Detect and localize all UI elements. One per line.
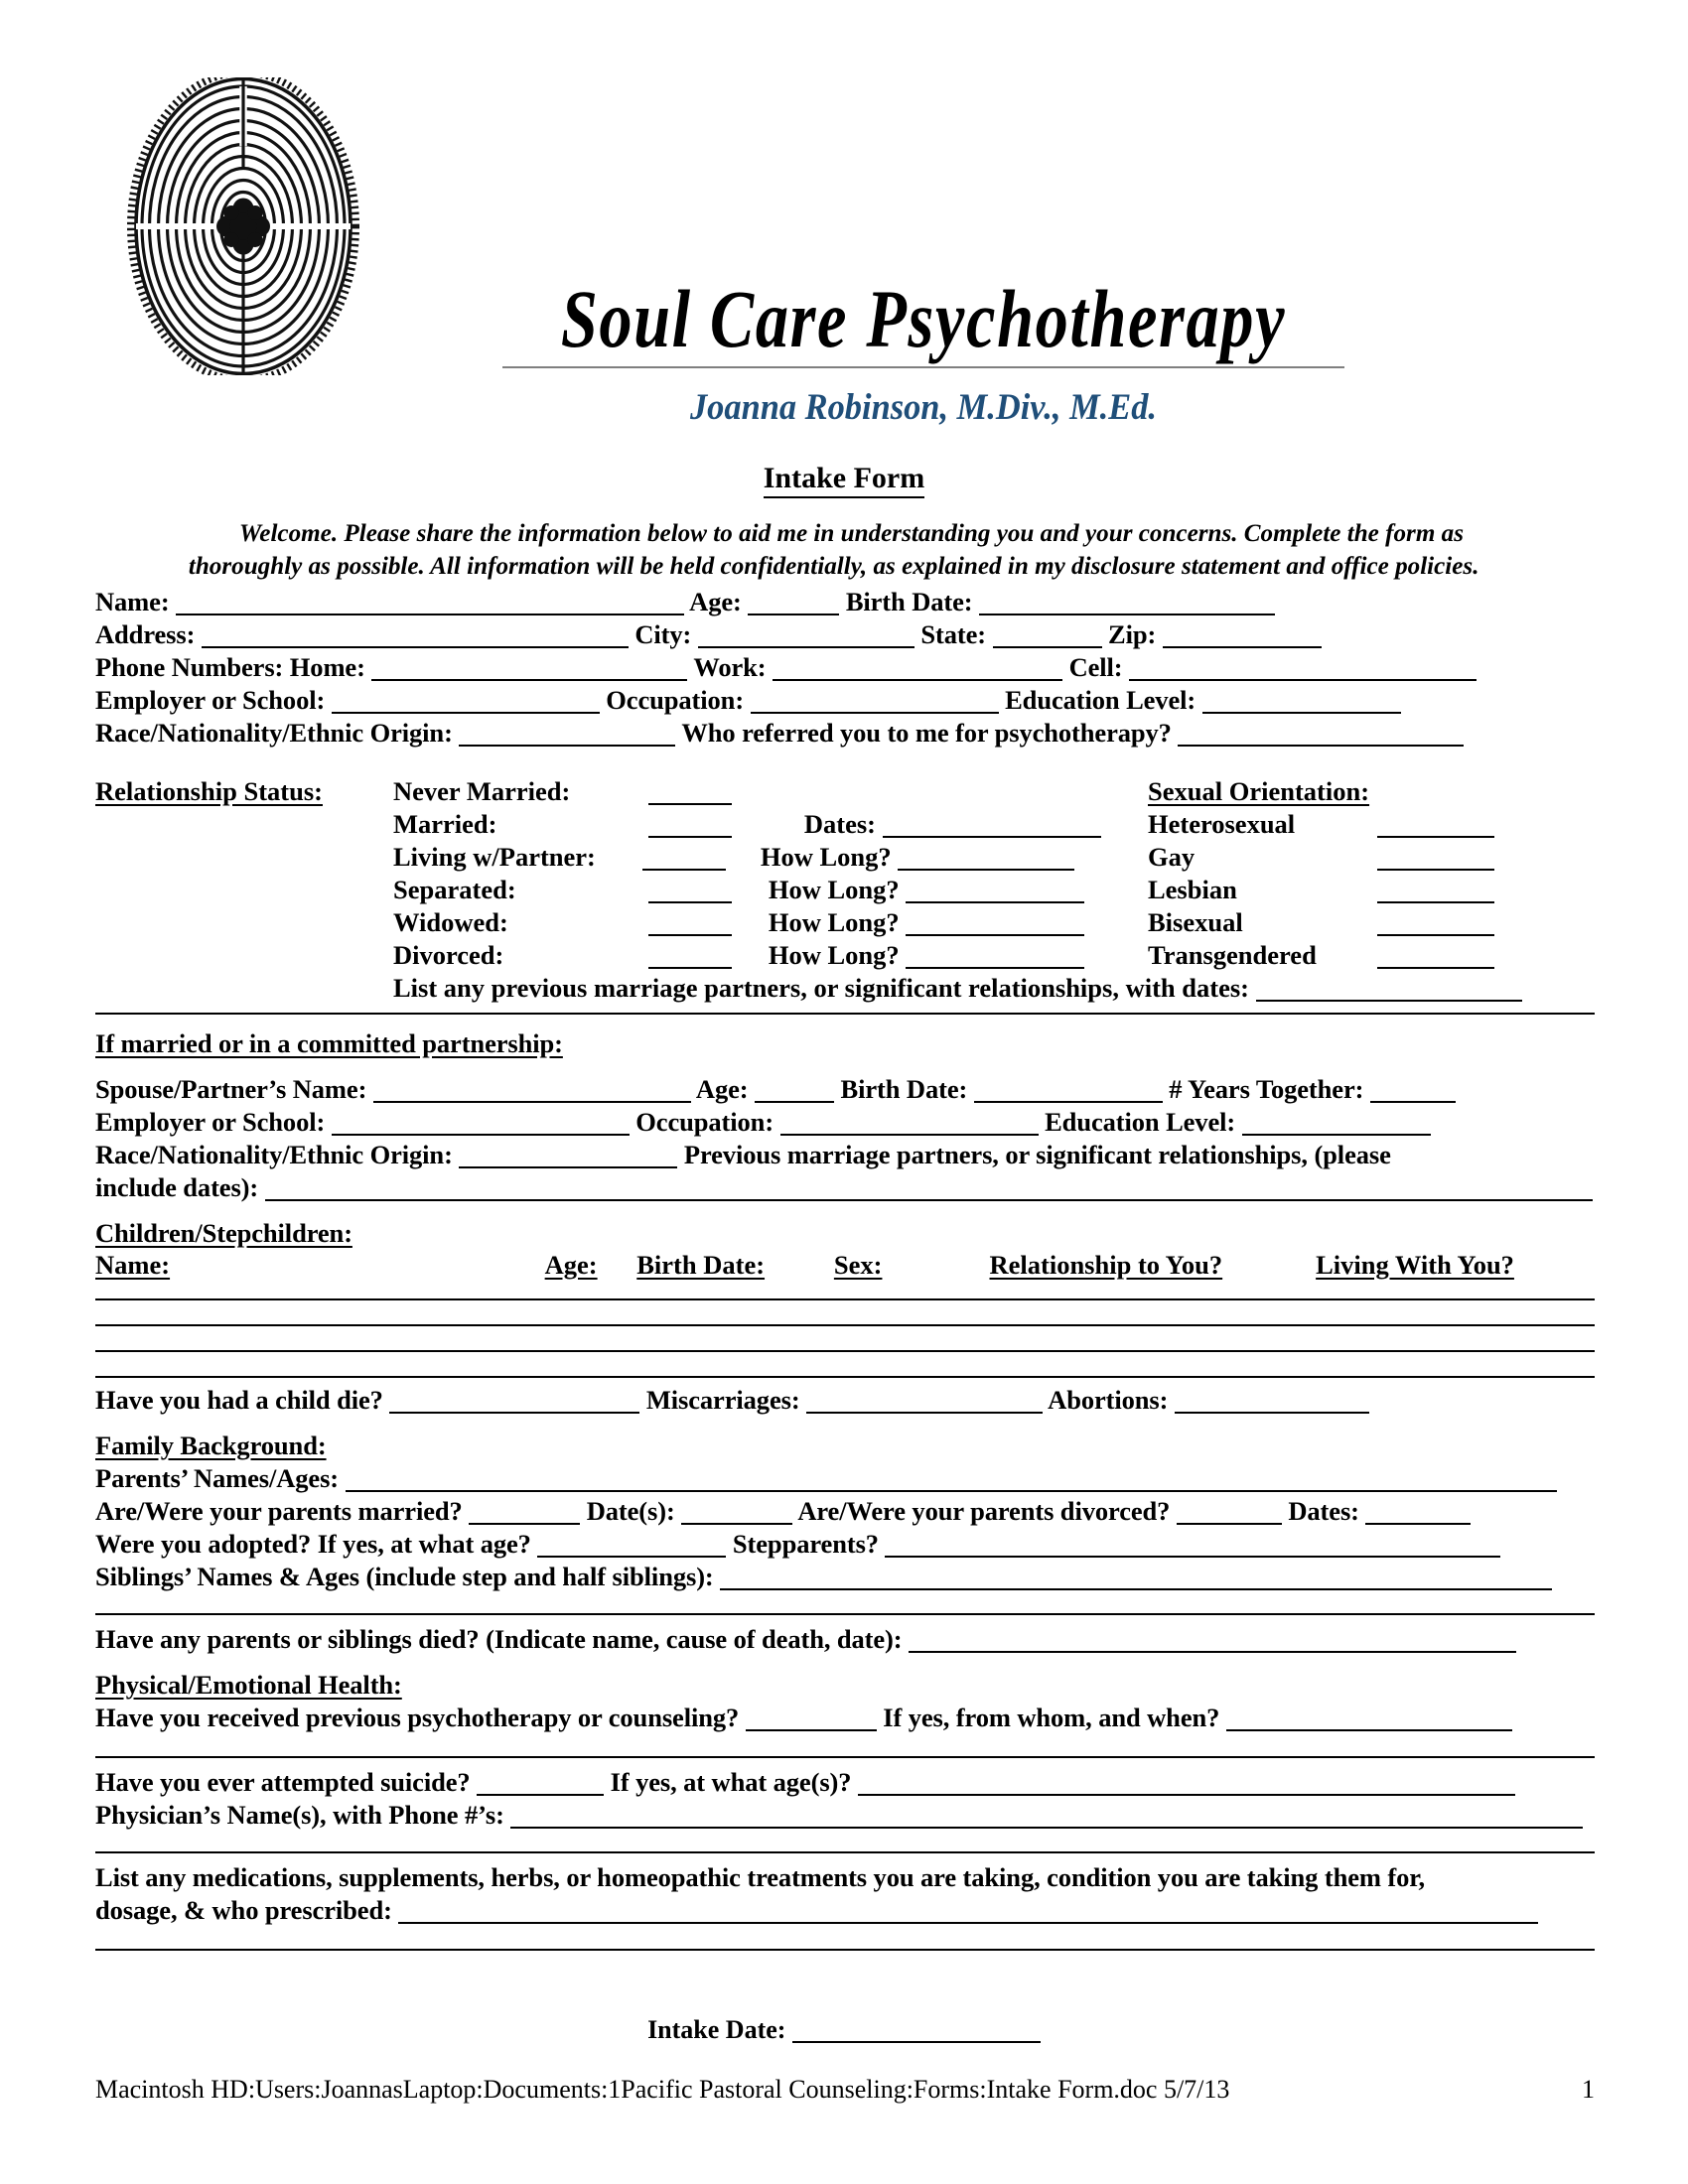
brand-title-block: [397, 273, 1450, 429]
form-body: [95, 516, 1595, 1951]
option-label: Separated:: [393, 875, 516, 904]
spouse-race-label: Race/Nationality/Ethnic Origin:: [95, 1140, 453, 1169]
option-detail-blank[interactable]: [906, 949, 1084, 969]
married-section-label: If married or in a committed partnership:: [95, 1028, 563, 1058]
column-header-sex: Sex:: [833, 1250, 883, 1280]
children-table-header: [95, 1250, 1595, 1281]
row-child-die: [95, 1384, 1595, 1417]
row-spouse-race: [95, 1139, 1595, 1171]
spouse-birth-date-input[interactable]: [974, 1083, 1163, 1103]
phone-cell-input[interactable]: [1129, 661, 1477, 681]
education-label: Education Level:: [1005, 685, 1196, 715]
years-together-input[interactable]: [1370, 1083, 1456, 1103]
option-label: Bisexual: [1148, 907, 1243, 937]
option-blank[interactable]: [648, 785, 732, 805]
option-label: Transgendered: [1148, 940, 1317, 970]
medications-label-line-2: dosage, & who prescribed:: [95, 1895, 392, 1925]
previous-therapy-input[interactable]: [746, 1711, 877, 1731]
row-suicide: [95, 1766, 1595, 1799]
parents-married-input[interactable]: [469, 1505, 580, 1525]
race-input[interactable]: [459, 727, 675, 747]
zip-input[interactable]: [1163, 628, 1322, 648]
include-dates-input[interactable]: [265, 1181, 1593, 1201]
row-family-deaths: [95, 1623, 1595, 1656]
option-label: Living w/Partner:: [393, 842, 596, 872]
document-footer: [95, 2075, 1595, 2105]
row-previous-therapy: [95, 1702, 1595, 1734]
orientation-option-lesbian: [1148, 874, 1575, 906]
state-label: State:: [920, 619, 986, 649]
previous-partners-row: [393, 972, 1595, 1005]
sexual-orientation-label: Sexual Orientation:: [1148, 776, 1370, 806]
marriage-dates-label: Date(s):: [586, 1496, 675, 1526]
family-section-label: Family Background:: [95, 1431, 327, 1460]
option-blank[interactable]: [648, 949, 732, 969]
abortions-label: Abortions:: [1048, 1385, 1169, 1415]
option-detail-blank[interactable]: [906, 884, 1084, 903]
physician-input[interactable]: [510, 1809, 1583, 1829]
physician-label: Physician’s Name(s), with Phone #’s:: [95, 1800, 504, 1830]
row-parents-names: [95, 1462, 1595, 1495]
row-spouse-name: [95, 1073, 1595, 1106]
phone-work-label: Work:: [693, 652, 767, 682]
years-together-label: # Years Together:: [1169, 1074, 1364, 1104]
row-parents-married: [95, 1495, 1595, 1528]
option-label: Heterosexual: [1148, 809, 1296, 839]
occupation-label: Occupation:: [606, 685, 745, 715]
siblings-continuation-rule[interactable]: [95, 1613, 1595, 1615]
spouse-occupation-label: Occupation:: [635, 1107, 774, 1137]
city-input[interactable]: [698, 628, 914, 648]
age-input[interactable]: [748, 596, 839, 615]
birth-date-input[interactable]: [979, 596, 1275, 615]
row-medications-line-1: [95, 1861, 1595, 1894]
option-detail-blank[interactable]: [883, 818, 1101, 838]
welcome-paragraph: [95, 516, 1572, 582]
option-blank[interactable]: [1377, 818, 1494, 838]
divorce-dates-input[interactable]: [1365, 1505, 1471, 1525]
miscarriages-input[interactable]: [806, 1394, 1043, 1414]
address-label: Address:: [95, 619, 196, 649]
spouse-age-label: Age:: [695, 1074, 749, 1104]
sexual-orientation-section: [1148, 775, 1575, 972]
children-row-1[interactable]: [95, 1298, 1595, 1300]
phone-home-input[interactable]: [371, 661, 687, 681]
spouse-education-input[interactable]: [1242, 1116, 1431, 1136]
intake-date-input[interactable]: [792, 2023, 1041, 2043]
intake-date-row: [0, 2015, 1688, 2045]
file-path: Macintosh HD:Users:JoannasLaptop:Documents:1Pacific Pastoral Counseling:Forms:Intake Form.doc 5/7/13: [95, 2075, 1230, 2104]
column-header-birth-date: Birth Date:: [636, 1250, 766, 1280]
zip-label: Zip:: [1108, 619, 1157, 649]
relationship-status-label: Relationship Status:: [95, 776, 323, 806]
birth-date-label: Birth Date:: [845, 587, 973, 616]
spouse-race-input[interactable]: [459, 1149, 677, 1168]
row-physician: [95, 1799, 1595, 1832]
family-deaths-input[interactable]: [909, 1633, 1516, 1653]
referral-input[interactable]: [1178, 727, 1464, 747]
suicide-age-input[interactable]: [858, 1776, 1515, 1796]
labyrinth-logo: [94, 77, 392, 375]
spouse-employer-input[interactable]: [332, 1116, 630, 1136]
row-name: [95, 586, 1595, 618]
option-detail-label: How Long?: [768, 875, 900, 904]
medications-label-line-1: List any medications, supplements, herbs, or homeopathic treatments you are taking, condition you are taking them for,: [95, 1862, 1426, 1892]
spouse-age-input[interactable]: [755, 1083, 834, 1103]
spouse-birth-date-label: Birth Date:: [840, 1074, 968, 1104]
occupation-input[interactable]: [751, 694, 999, 714]
option-blank[interactable]: [1377, 851, 1494, 871]
parents-married-label: Are/Were your parents married?: [95, 1496, 463, 1526]
siblings-input[interactable]: [720, 1570, 1552, 1590]
option-blank[interactable]: [642, 851, 726, 871]
abortions-input[interactable]: [1175, 1394, 1369, 1414]
column-header-name: Name:: [95, 1250, 171, 1280]
parents-names-input[interactable]: [346, 1472, 1557, 1492]
adopted-label: Were you adopted? If yes, at what age?: [95, 1529, 531, 1559]
row-race: [95, 717, 1595, 750]
race-label: Race/Nationality/Ethnic Origin:: [95, 718, 453, 748]
welcome-line-2: thoroughly as possible. All information will be held confidentially, as explained in my disclosure statement and office policies.: [188, 551, 1479, 580]
option-label: Gay: [1148, 842, 1196, 872]
form-title-text: Intake Form: [764, 462, 924, 498]
parents-divorced-input[interactable]: [1177, 1505, 1282, 1525]
education-input[interactable]: [1202, 694, 1401, 714]
option-blank[interactable]: [648, 818, 732, 838]
option-blank[interactable]: [648, 916, 732, 936]
option-detail-label: How Long?: [768, 940, 900, 970]
name-label: Name:: [95, 587, 170, 616]
from-whom-input[interactable]: [1226, 1711, 1512, 1731]
children-section-label: Children/Stepchildren:: [95, 1218, 352, 1248]
family-deaths-label: Have any parents or siblings died? (Indicate name, cause of death, date):: [95, 1624, 903, 1654]
document-header: [0, 0, 1688, 428]
previous-therapy-label: Have you received previous psychotherapy or counseling?: [95, 1703, 740, 1732]
previous-partners-label: List any previous marriage partners, or significant relationships, with dates:: [393, 973, 1250, 1003]
children-row-3[interactable]: [95, 1350, 1595, 1352]
include-dates-label: include dates):: [95, 1172, 259, 1202]
option-blank[interactable]: [648, 884, 732, 903]
option-detail-label: Dates:: [803, 809, 876, 839]
medications-continuation-rule[interactable]: [95, 1949, 1595, 1951]
row-adopted: [95, 1528, 1595, 1561]
option-detail-blank[interactable]: [898, 851, 1074, 871]
adopted-input[interactable]: [537, 1538, 726, 1558]
phone-home-label: Phone Numbers: Home:: [95, 652, 365, 682]
health-section-label: Physical/Emotional Health:: [95, 1670, 402, 1700]
age-label: Age:: [689, 587, 742, 616]
parents-names-label: Parents’ Names/Ages:: [95, 1463, 340, 1493]
row-address: [95, 618, 1595, 651]
intake-date-label: Intake Date:: [647, 2015, 786, 2044]
option-label: Widowed:: [393, 907, 508, 937]
option-detail-label: How Long?: [768, 907, 900, 937]
state-input[interactable]: [993, 628, 1102, 648]
row-siblings: [95, 1561, 1595, 1593]
form-title: [0, 462, 1688, 495]
column-header-living-with-you: Living With You?: [1316, 1250, 1514, 1280]
previous-partners-input[interactable]: [1256, 982, 1522, 1002]
spouse-education-label: Education Level:: [1045, 1107, 1236, 1137]
name-input[interactable]: [176, 596, 684, 615]
option-detail-label: How Long?: [760, 842, 892, 872]
spouse-previous-label: Previous marriage partners, or significant relationships, (please: [683, 1140, 1391, 1169]
phone-work-input[interactable]: [773, 661, 1062, 681]
address-input[interactable]: [202, 628, 629, 648]
row-spouse-employer: [95, 1106, 1595, 1139]
from-whom-label: If yes, from whom, and when?: [883, 1703, 1220, 1732]
phone-cell-label: Cell:: [1068, 652, 1123, 682]
page-number: 1: [1582, 2075, 1595, 2104]
suicide-age-label: If yes, at what age(s)?: [610, 1767, 852, 1797]
page-title: Soul Care Psychotherapy: [502, 278, 1344, 368]
spouse-employer-label: Employer or School:: [95, 1107, 326, 1137]
option-label: Lesbian: [1148, 875, 1237, 904]
orientation-option-bisexual: [1148, 906, 1575, 939]
stepparents-input[interactable]: [885, 1538, 1500, 1558]
option-label: Divorced:: [393, 940, 504, 970]
orientation-option-heterosexual: [1148, 808, 1575, 841]
row-medications-line-2: [95, 1894, 1595, 1927]
medications-input[interactable]: [398, 1904, 1538, 1924]
option-label: Never Married:: [393, 776, 571, 806]
spouse-name-label: Spouse/Partner’s Name:: [95, 1074, 367, 1104]
employer-label: Employer or School:: [95, 685, 326, 715]
parents-divorced-label: Are/Were your parents divorced?: [797, 1496, 1171, 1526]
siblings-label: Siblings’ Names & Ages (include step and half siblings):: [95, 1562, 714, 1591]
therapy-continuation-rule[interactable]: [95, 1756, 1595, 1758]
option-blank[interactable]: [1377, 949, 1494, 969]
city-label: City:: [634, 619, 692, 649]
employer-input[interactable]: [332, 694, 600, 714]
practitioner-name: Joanna Robinson, M.Div., M.Ed.: [689, 387, 1158, 428]
option-blank[interactable]: [1377, 916, 1494, 936]
child-die-label: Have you had a child die?: [95, 1385, 383, 1415]
marriage-dates-input[interactable]: [681, 1505, 792, 1525]
divorce-dates-label: Dates:: [1288, 1496, 1359, 1526]
spouse-name-input[interactable]: [373, 1083, 691, 1103]
option-label: Married:: [393, 809, 497, 839]
orientation-option-gay: [1148, 841, 1575, 874]
suicide-label: Have you ever attempted suicide?: [95, 1767, 471, 1797]
option-detail-blank[interactable]: [906, 916, 1084, 936]
children-row-2[interactable]: [95, 1324, 1595, 1326]
welcome-line-1: Welcome. Please share the information below to aid me in understanding you and your concerns. Complete the form as: [238, 518, 1464, 547]
spouse-occupation-input[interactable]: [780, 1116, 1039, 1136]
referral-label: Who referred you to me for psychotherapy?: [681, 718, 1172, 748]
column-header-age: Age:: [544, 1250, 598, 1280]
row-phones: [95, 651, 1595, 684]
stepparents-label: Stepparents?: [732, 1529, 879, 1559]
row-employer: [95, 684, 1595, 717]
relationship-status-section: [95, 775, 1595, 1005]
physician-continuation-rule[interactable]: [95, 1851, 1595, 1853]
orientation-option-transgendered: [1148, 939, 1575, 972]
row-include-dates: [95, 1171, 1595, 1204]
option-blank[interactable]: [1377, 884, 1494, 903]
miscarriages-label: Miscarriages:: [645, 1385, 800, 1415]
child-die-input[interactable]: [389, 1394, 639, 1414]
suicide-input[interactable]: [477, 1776, 604, 1796]
column-header-relationship: Relationship to You?: [989, 1250, 1223, 1280]
